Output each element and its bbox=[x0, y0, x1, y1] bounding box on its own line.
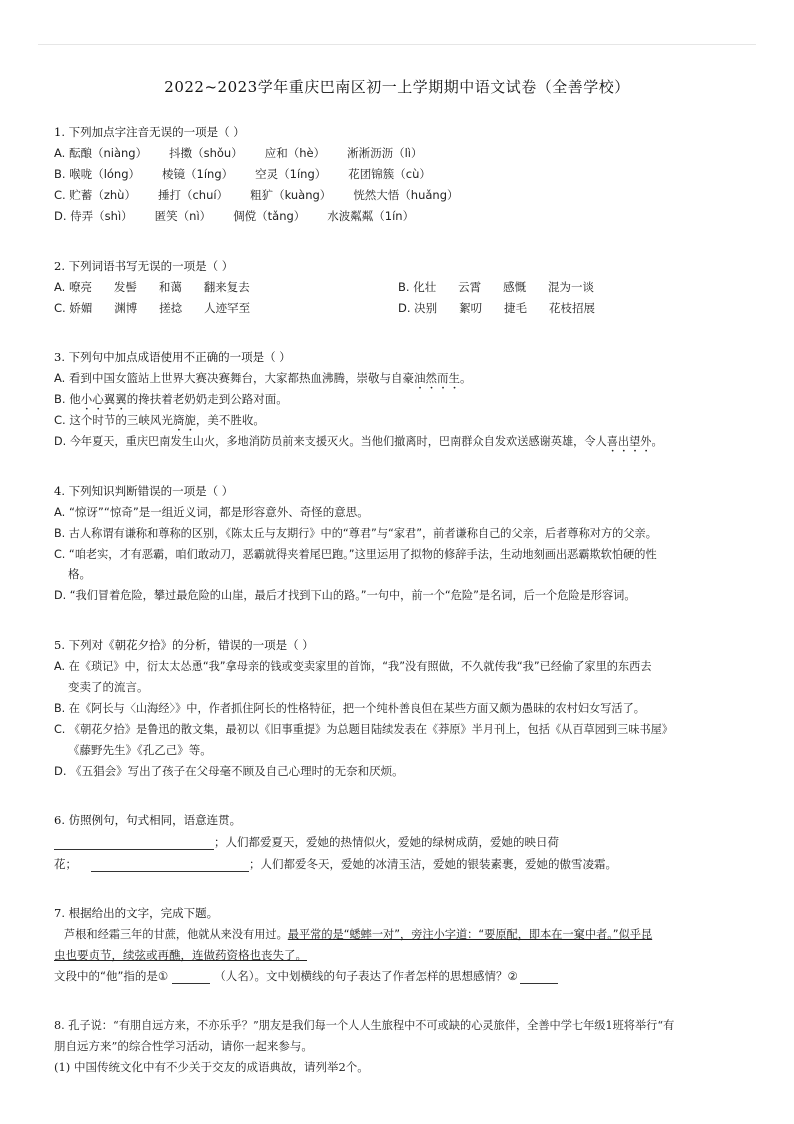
question-1-option-a: A. 酝酿（niàng） 抖擞（shǒu） 应和（hè） 淅淅沥沥（lì） bbox=[54, 146, 423, 160]
question-4-title: 4. 下列知识判断错误的一项是（ ） bbox=[54, 484, 234, 498]
question-3-option-a: A. 看到中国女篮站上世界大赛决赛舞台，大家都热血沸腾，崇敬与自豪油然而生。 bbox=[54, 371, 472, 385]
question-3-option-c: C. 这个时节的三峡风光旖旎，美不胜收。 bbox=[54, 413, 265, 427]
question-1-option-c: C. 贮蓄（zhù） 捶打（chuí） 粗犷（kuàng） 恍然大悟（huǎng） bbox=[54, 188, 459, 202]
question-5-option-c-line1: C. 《朝花夕拾》是鲁迅的散文集，最初以《旧事重提》为总题目陆续发表在《莽原》半月刊上，包括《从百草园到三味书屋》 bbox=[54, 723, 674, 736]
question-2-option-b: B. 化壮 云霄 感慨 混为一谈 bbox=[398, 280, 594, 294]
answer-blank-4[interactable] bbox=[520, 970, 558, 984]
question-7-passage-line-2: 虫也要贞节，续弦或再醮，连做药资格也丧失了。 bbox=[54, 948, 307, 962]
question-1-title: 1. 下列加点字注音无误的一项是（ ） bbox=[54, 125, 245, 139]
question-8-subquestion-1: (1) 中国传统文化中有不少关于交友的成语典故，请列举2个。 bbox=[54, 1060, 369, 1074]
top-divider bbox=[38, 44, 756, 45]
question-2-option-a: A. 嘹亮 发髻 和蔼 翻来复去 bbox=[54, 280, 250, 294]
question-2-option-d: D. 决别 絮叨 捷毛 花枝招展 bbox=[398, 301, 595, 315]
question-4-option-b: B. 古人称谓有谦称和尊称的区别，《陈太丘与友期行》中的“尊君”与“家君”，前者谦称自己的父亲，后者尊称对方的父亲。 bbox=[54, 527, 657, 540]
question-4-option-d: D. “我们冒着危险，攀过最危险的山崖，最后才找到下山的路。”一句中，前一个“危险”是名词，后一个危险是形容词。 bbox=[54, 589, 636, 602]
question-5-option-d: D. 《五猖会》写出了孩子在父母毫不顾及自己心理时的无奈和厌烦。 bbox=[54, 764, 404, 778]
question-5-option-c-line2: 《藤野先生》《孔乙己》等。 bbox=[68, 743, 212, 757]
question-2-title: 2. 下列词语书写无误的一项是（ ） bbox=[54, 259, 234, 273]
question-4-option-c-line1: C. “咱老实，才有恶霸，咱们敢动刀，恶霸就得夹着尾巴跑。”这里运用了拟物的修辞手法，生动地刻画出恶霸欺软怕硬的性 bbox=[54, 548, 657, 561]
question-3-option-d: D. 今年夏天，重庆巴南发生山火，多地消防员前来支援灭火。当他们撤离时，巴南群众自发欢送感谢英雄，令人喜出望外。 bbox=[54, 435, 663, 448]
question-5-option-a-line1: A. 在《琐记》中，衍太太怂恿“我”拿母亲的钱或变卖家里的首饰，“我”没有照做，不久就传我“我”已经偷了家里的东西去 bbox=[54, 660, 652, 673]
question-4-option-a: A. “惊讶”“惊奇”是一组近义词，都是形容意外、奇怪的意思。 bbox=[54, 505, 369, 519]
answer-blank-1[interactable] bbox=[54, 836, 214, 850]
question-8-line-2: 朋自远方来”的综合性学习活动，请你一起来参与。 bbox=[54, 1039, 313, 1053]
question-8-line-1: 8. 孔子说：“有朋自远方来，不亦乐乎？”朋友是我们每一个人人生旅程中不可或缺的心灵旅伴，全善中学七年级1班将举行“有 bbox=[54, 1019, 675, 1032]
page-title: 2022~2023学年重庆巴南区初一上学期期中语文试卷（全善学校） bbox=[164, 78, 630, 96]
question-6-title: 6. 仿照例句，句式相同，语意连贯。 bbox=[54, 813, 242, 827]
question-7-passage-line-1: 芦根和经霜三年的甘蔗，他就从来没有用过。最平常的是“蟋蟀一对”，旁注小字道：“要原配，即本在一窠中者。”似乎昆 bbox=[64, 928, 653, 941]
question-3-option-b: B. 他小心翼翼的搀扶着老奶奶走到公路对面。 bbox=[54, 392, 288, 406]
question-4-option-c-line2: 格。 bbox=[68, 567, 91, 581]
question-5-option-b: B. 在《阿长与〈山海经〉》中，作者抓住阿长的性格特征，把一个纯朴善良但在某些方面又颇为愚昧的农村妇女写活了。 bbox=[54, 702, 645, 715]
question-6-line-2: 花； ；人们都爱冬天，爱她的冰清玉洁，爱她的银装素裹，爱她的傲雪凌霜。 bbox=[54, 857, 617, 871]
question-6-line-1: ；人们都爱夏天，爱她的热情似火，爱她的绿树成荫，爱她的映日荷 bbox=[54, 834, 559, 850]
question-1-option-b: B. 喉咙（lóng） 棱镜（1íng） 空灵（1íng） 花团锦簇（cù） bbox=[54, 167, 431, 181]
question-7-question: 文段中的“他”指的是① （人名）。文中划横线的句子表达了作者怎样的思想感情？② bbox=[54, 968, 558, 984]
question-2-option-c: C. 娇媚 渊博 搓捻 人迹罕至 bbox=[54, 301, 251, 315]
question-5-option-a-line2: 变卖了的流言。 bbox=[68, 680, 149, 694]
question-3-title: 3. 下列句中加点成语使用不正确的一项是（ ） bbox=[54, 350, 291, 364]
question-5-title: 5. 下列对《朝花夕拾》的分析，错误的一项是（ ） bbox=[54, 638, 314, 652]
answer-blank-3[interactable] bbox=[172, 970, 210, 984]
question-1-option-d: D. 侍弄（shì） 匿笑（nì） 倜傥（tǎng） 水波粼粼（1ín） bbox=[54, 209, 415, 223]
question-7-title: 7. 根据给出的文字，完成下题。 bbox=[54, 906, 219, 920]
answer-blank-2[interactable] bbox=[91, 858, 249, 872]
